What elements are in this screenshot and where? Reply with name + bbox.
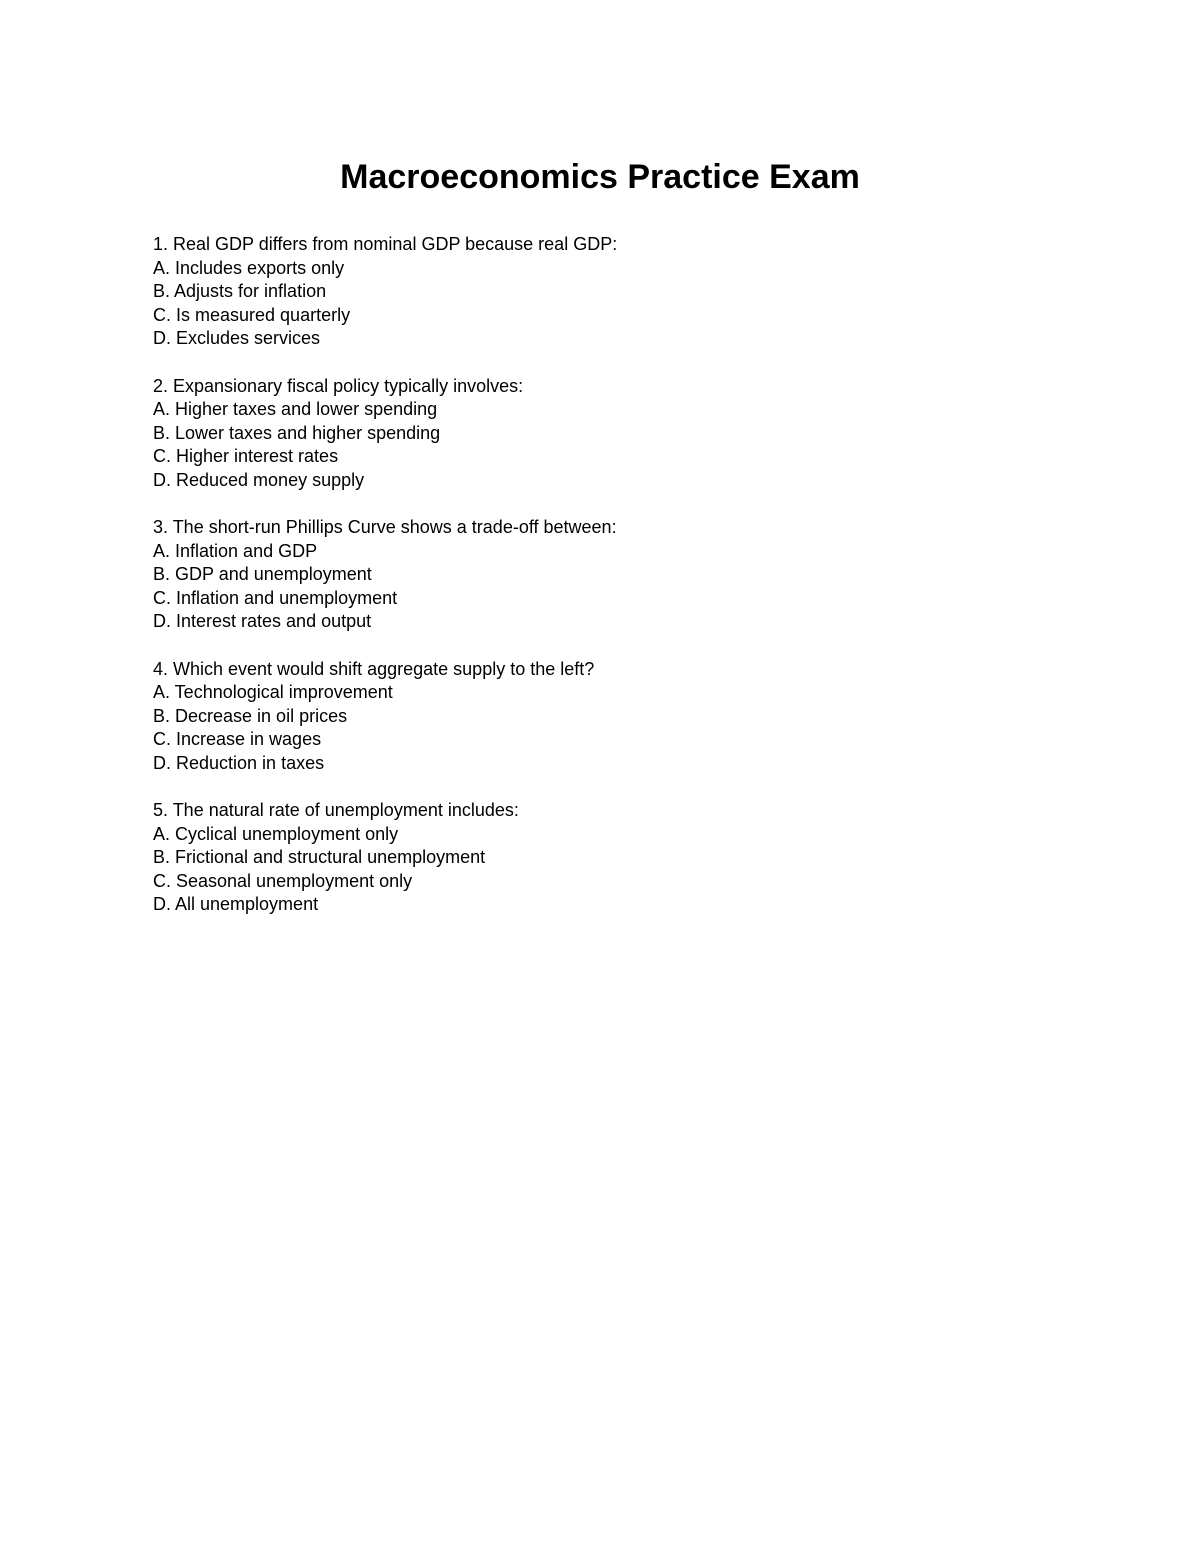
answer-option-d: D. Interest rates and output (153, 611, 372, 631)
answer-option-c: C. Seasonal unemployment only (153, 870, 413, 891)
answer-option-b: B. Frictional and structural unemployment (153, 847, 486, 867)
question-2 (153, 375, 1053, 493)
answer-option-b: B. GDP and unemployment (153, 564, 372, 584)
question-prompt: 3. The short-run Phillips Curve shows a trade-off between: (153, 517, 617, 537)
answer-option-a: A. Higher taxes and lower spending (153, 399, 438, 419)
question-prompt: 4. Which event would shift aggregate supply to the left? (153, 658, 595, 679)
answer-option-c: C. Inflation and unemployment (153, 587, 398, 608)
answer-option-b: B. Lower taxes and higher spending (153, 422, 441, 443)
question-4 (153, 658, 1053, 776)
answer-option-c: C. Higher interest rates (153, 446, 339, 466)
answer-option-b: B. Adjusts for inflation (153, 281, 327, 301)
answer-option-d: D. Reduced money supply (153, 469, 365, 490)
answer-option-c: C. Increase in wages (153, 729, 322, 749)
question-list (153, 233, 1053, 941)
question-prompt: 1. Real GDP differs from nominal GDP because real GDP: (153, 234, 618, 254)
answer-option-d: D. Excludes services (153, 328, 321, 348)
question-5 (153, 799, 1053, 917)
answer-option-a: A. Technological improvement (153, 682, 393, 702)
answer-option-b: B. Decrease in oil prices (153, 705, 348, 726)
question-prompt: 5. The natural rate of unemployment includes: (153, 800, 519, 820)
answer-option-d: D. Reduction in taxes (153, 752, 325, 773)
answer-option-a: A. Includes exports only (153, 257, 345, 278)
page-title: Macroeconomics Practice Exam (340, 158, 860, 196)
question-prompt: 2. Expansionary fiscal policy typically involves: (153, 375, 524, 396)
answer-option-a: A. Inflation and GDP (153, 540, 318, 561)
question-3 (153, 516, 1053, 634)
answer-option-c: C. Is measured quarterly (153, 304, 351, 325)
question-1 (153, 233, 1053, 351)
answer-option-d: D. All unemployment (153, 894, 319, 914)
answer-option-a: A. Cyclical unemployment only (153, 823, 399, 844)
